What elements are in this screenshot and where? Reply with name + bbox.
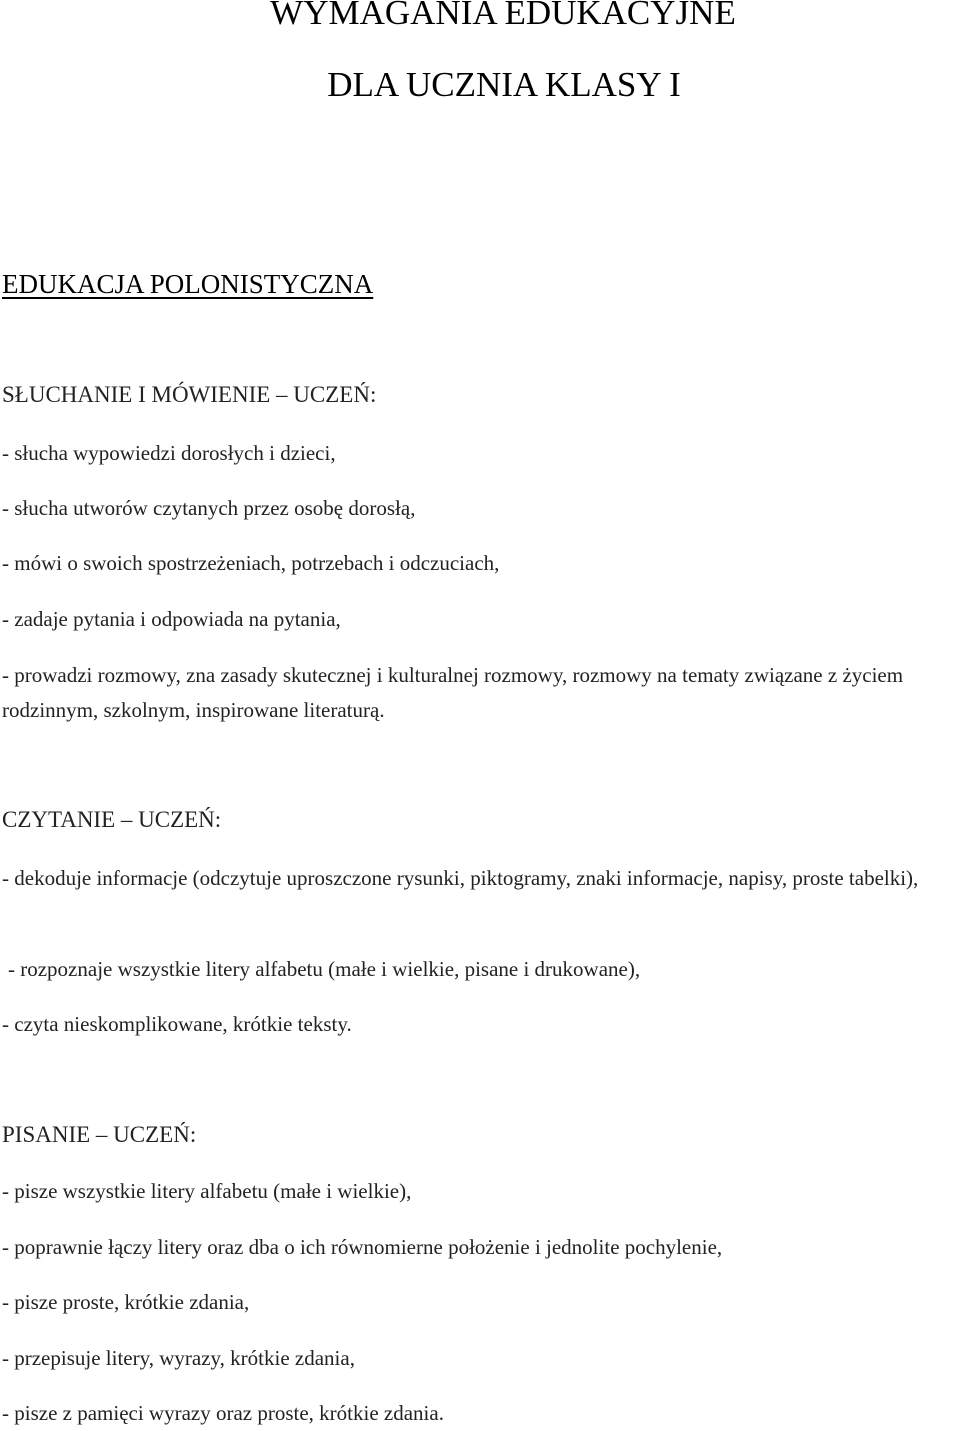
list-item: - mówi o swoich spostrzeżeniach, potrzebach i odczuciach, (2, 551, 500, 575)
list-item: - czyta nieskomplikowane, krótkie teksty. (2, 1012, 352, 1036)
document-title-line2: DLA UCZNIA KLASY I (327, 65, 681, 104)
list-item: - pisze z pamięci wyrazy oraz proste, krótkie zdania. (2, 1401, 444, 1425)
list-item: - poprawnie łączy litery oraz dba o ich równomierne położenie i jednolite pochylenie, (2, 1235, 723, 1259)
subheading-czytanie: CZYTANIE – UCZEŃ: (2, 807, 222, 832)
document-title-line1: WYMAGANIA EDUKACYJNE (270, 0, 736, 32)
subheading-pisanie: PISANIE – UCZEŃ: (2, 1122, 197, 1147)
section-heading-polonistyczna: EDUKACJA POLONISTYCZNA (2, 269, 374, 299)
list-item: - słucha wypowiedzi dorosłych i dzieci, (2, 441, 336, 465)
list-item: - dekoduje informacje (odczytuje uproszczone rysunki, piktogramy, znaki informacje, napisy, proste tabelki), (2, 866, 919, 890)
list-item: - prowadzi rozmowy, zna zasady skutecznej i kulturalnej rozmowy, rozmowy na tematy związane z życiem rodzinnym, szkolnym, inspirowane literaturą. (2, 663, 904, 722)
list-item: - pisze proste, krótkie zdania, (2, 1290, 250, 1314)
subheading-sluchanie: SŁUCHANIE I MÓWIENIE – UCZEŃ: (2, 382, 377, 407)
list-item: - rozpoznaje wszystkie litery alfabetu (małe i wielkie, pisane i drukowane), (8, 957, 641, 981)
list-item: - przepisuje litery, wyrazy, krótkie zdania, (2, 1346, 355, 1370)
list-item: - zadaje pytania i odpowiada na pytania, (2, 607, 341, 631)
list-item: - pisze wszystkie litery alfabetu (małe i wielkie), (2, 1179, 412, 1203)
list-item: - słucha utworów czytanych przez osobę dorosłą, (2, 496, 416, 520)
